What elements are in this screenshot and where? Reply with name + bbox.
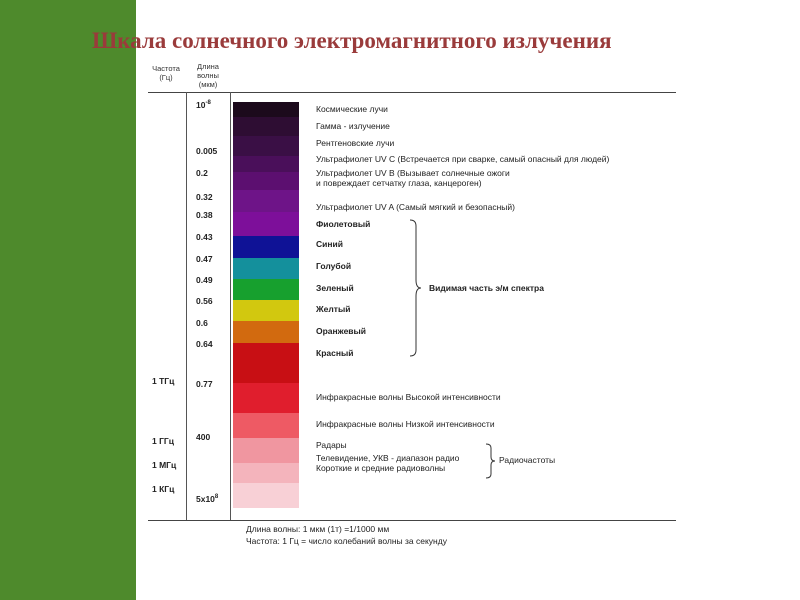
spectrum-band — [233, 136, 299, 156]
wavelength-tick-label — [196, 432, 210, 442]
wavelength-column-divider — [230, 92, 231, 520]
band-label: Космические лучи — [316, 104, 388, 114]
wavelength-tick-exponent: 8 — [214, 494, 219, 501]
wavelength-tick-base: 0.77 — [196, 379, 213, 389]
wavelength-tick-label — [196, 254, 213, 264]
slide-title: Шкала солнечного электромагнитного излучения — [92, 28, 612, 53]
wavelength-tick-exponent: -8 — [205, 100, 211, 107]
spectrum-band — [233, 300, 299, 321]
radio-bracket-icon — [484, 442, 496, 480]
band-label: Рентгеновские лучи — [316, 138, 395, 148]
green-sidebar — [0, 0, 136, 600]
wavelength-tick-label — [196, 168, 208, 178]
wavelength-tick-base: 5x10 — [196, 494, 215, 504]
spectrum-band — [233, 413, 299, 438]
spectrum-band — [233, 438, 299, 463]
band-label: Ультрафиолет UV A (Самый мягкий и безопасный) — [316, 202, 515, 212]
band-label: и повреждает сетчатку глаза, канцероген) — [316, 178, 482, 188]
spectrum-band — [233, 343, 299, 383]
band-label: Голубой — [316, 261, 352, 271]
wavelength-tick-base: 0.56 — [196, 296, 213, 306]
wavelength-tick-base: 10 — [196, 100, 206, 110]
wavelength-tick-label — [196, 339, 213, 349]
frequency-tick-label: 1 ТГц — [152, 376, 175, 386]
wavelength-tick-label — [196, 100, 211, 110]
wavelength-tick-base: 0.38 — [196, 210, 213, 220]
frequency-tick-label: 1 МГц — [152, 460, 177, 470]
wavelength-tick-label — [196, 379, 213, 389]
spectrum-band — [233, 190, 299, 212]
visible-spectrum-label: Видимая часть э/м спектра — [429, 283, 544, 293]
spectrum-band — [233, 258, 299, 279]
band-label: Желтый — [316, 304, 351, 314]
band-label: Синий — [316, 239, 343, 249]
band-label: Оранжевый — [316, 326, 367, 336]
spectrum-band — [233, 279, 299, 300]
wavelength-tick-label — [196, 192, 213, 202]
band-label: Фиолетовый — [316, 219, 371, 229]
frequency-column-divider — [186, 92, 187, 520]
wavelength-header-line: (мкм) — [198, 80, 218, 89]
frequency-header-line: (Гц) — [159, 73, 173, 82]
footnote-frequency: Частота: 1 Гц = число колебаний волны за секунду — [246, 536, 447, 546]
spectrum-band — [233, 172, 299, 190]
visible-bracket-icon — [408, 218, 422, 358]
spectrum-band — [233, 483, 299, 508]
band-label: Красный — [316, 348, 354, 358]
wavelength-tick-label — [196, 146, 217, 156]
wavelength-tick-base: 0.47 — [196, 254, 213, 264]
wavelength-tick-label — [196, 210, 213, 220]
band-label: Короткие и средние радиоволны — [316, 463, 446, 473]
wavelength-tick-label — [196, 296, 213, 306]
band-label: Инфракрасные волны Низкой интенсивности — [316, 419, 495, 429]
band-label: Зеленый — [316, 283, 354, 293]
frequency-tick-label: 1 ГГц — [152, 436, 174, 446]
frequency-header — [146, 64, 186, 82]
spectrum-band — [233, 212, 299, 236]
radio-frequencies-label: Радиочастоты — [499, 455, 556, 465]
wavelength-tick-base: 0.43 — [196, 232, 213, 242]
band-label: Ультрафиолет UV B (Вызывает солнечные ожоги — [316, 168, 510, 178]
band-label: Телевидение, УКВ - диапазон радио — [316, 453, 460, 463]
wavelength-tick-base: 0.2 — [196, 168, 208, 178]
wavelength-header — [188, 62, 228, 89]
spectrum-band — [233, 383, 299, 413]
wavelength-tick-label — [196, 232, 213, 242]
wavelength-header-line: Длина — [197, 62, 219, 71]
wavelength-tick-base: 400 — [196, 432, 211, 442]
top-rule — [148, 92, 676, 93]
band-label: Радары — [316, 440, 347, 450]
wavelength-tick-base: 0.6 — [196, 318, 208, 328]
spectrum-band — [233, 117, 299, 136]
wavelength-tick-label — [196, 318, 208, 328]
spectrum-band — [233, 102, 299, 117]
spectrum-band — [233, 236, 299, 258]
footnote-wavelength: Длина волны: 1 мкм (1т) =1/1000 мм — [246, 524, 390, 534]
band-label: Гамма - излучение — [316, 121, 390, 131]
wavelength-tick-base: 0.64 — [196, 339, 213, 349]
spectrum-panel — [138, 58, 678, 562]
wavelength-header-line: волны — [197, 71, 219, 80]
band-label: Инфракрасные волны Высокой интенсивности — [316, 392, 501, 402]
bottom-rule — [148, 520, 676, 521]
wavelength-tick-base: 0.49 — [196, 275, 213, 285]
band-label: Ультрафиолет UV C (Встречается при сварке, самый опасный для людей) — [316, 154, 610, 164]
spectrum-band — [233, 463, 299, 483]
frequency-tick-label: 1 КГц — [152, 484, 175, 494]
wavelength-tick-label — [196, 275, 213, 285]
wavelength-tick-label — [196, 494, 218, 504]
frequency-header-line: Частота — [152, 64, 180, 73]
wavelength-tick-base: 0.005 — [196, 146, 218, 156]
wavelength-tick-base: 0.32 — [196, 192, 213, 202]
spectrum-band — [233, 321, 299, 343]
spectrum-band — [233, 156, 299, 172]
